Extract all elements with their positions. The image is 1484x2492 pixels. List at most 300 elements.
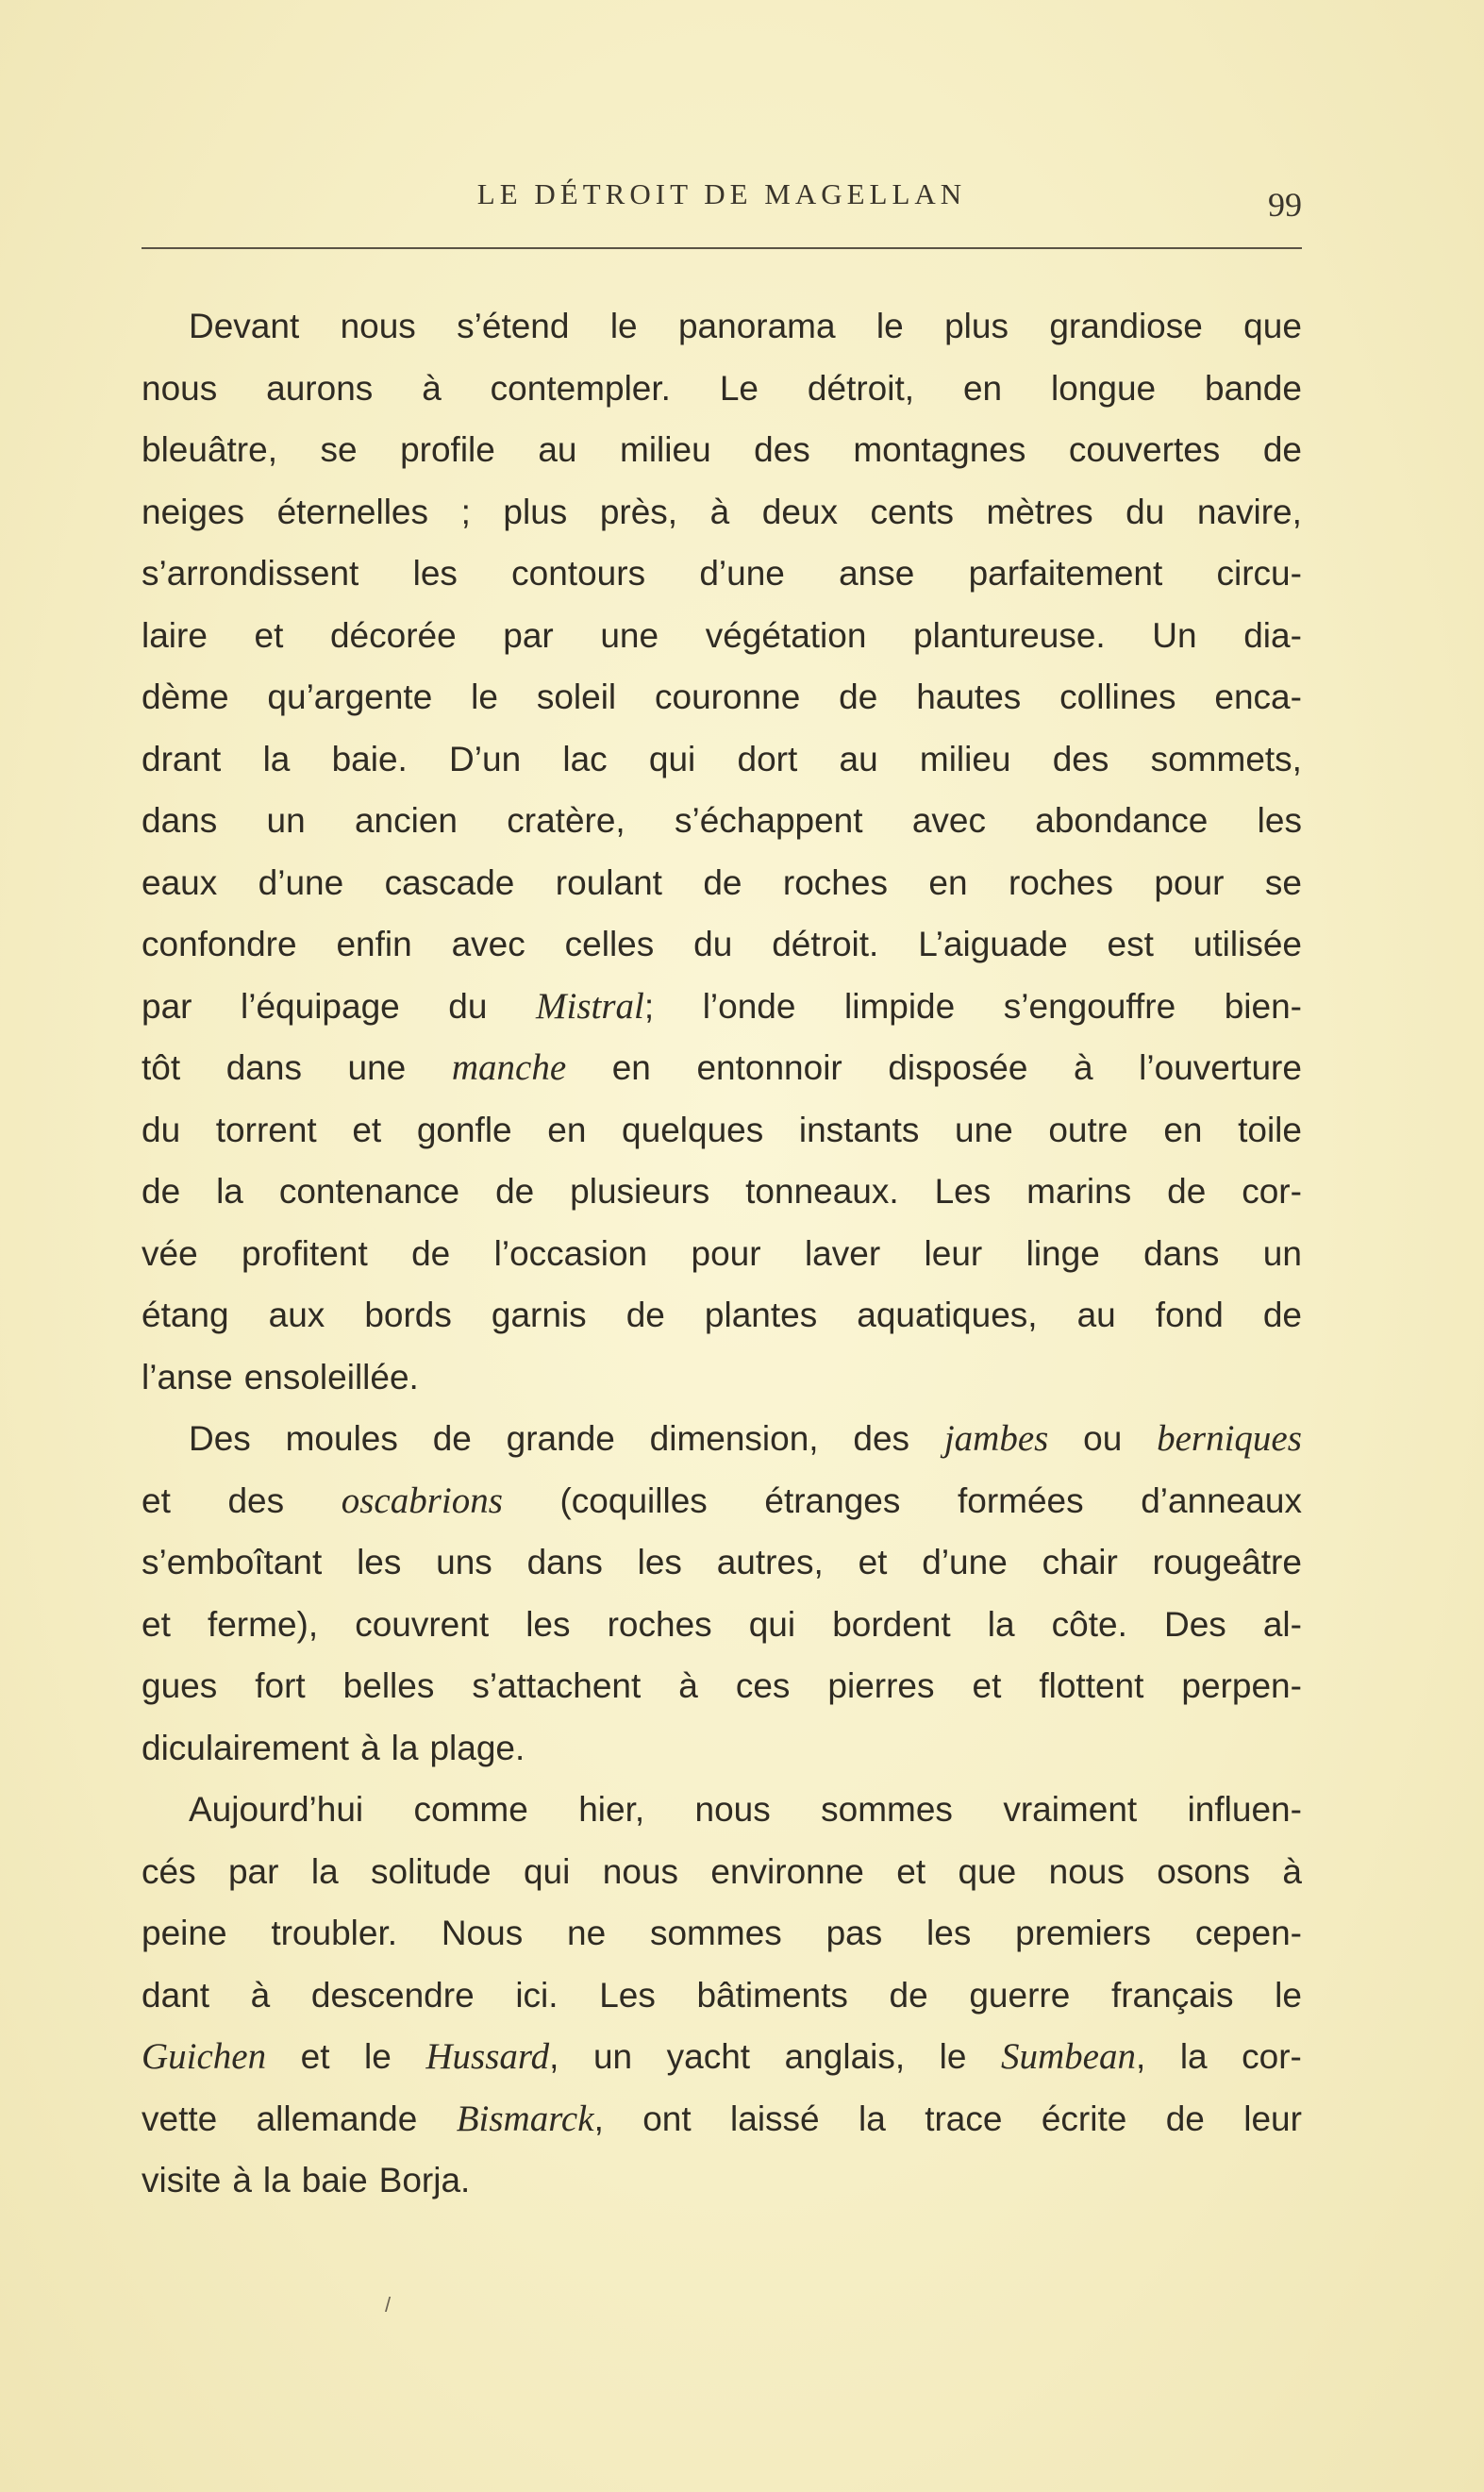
word: couvrent xyxy=(355,1604,490,1644)
word: bien- xyxy=(1224,986,1302,1026)
word: une xyxy=(347,1048,407,1087)
word: dème xyxy=(142,677,229,716)
word: s’étend xyxy=(457,307,570,345)
word: contempler. xyxy=(490,368,671,408)
word: hier, xyxy=(578,1790,645,1829)
word: Guichen xyxy=(142,2036,267,2077)
text-line xyxy=(142,419,1302,481)
word: avec xyxy=(451,925,525,963)
word: la xyxy=(310,1851,339,1891)
word: au xyxy=(839,739,878,778)
body-text xyxy=(142,295,1302,2212)
word: du xyxy=(693,925,733,963)
word: des xyxy=(1052,739,1109,778)
word: le xyxy=(875,307,904,345)
word: cents xyxy=(870,492,954,531)
word: s’échappent xyxy=(674,801,863,840)
word: et xyxy=(254,615,284,655)
word: couronne xyxy=(655,677,801,716)
text-line xyxy=(142,2149,1302,2212)
word: en xyxy=(547,1110,587,1149)
text-line xyxy=(142,605,1302,667)
page-header xyxy=(142,177,1302,225)
word: laissé xyxy=(730,2099,820,2138)
text-line xyxy=(142,1717,1302,1780)
word: rougeâtre xyxy=(1152,1543,1302,1581)
word: environne xyxy=(710,1851,864,1891)
word: par xyxy=(227,1851,279,1891)
word: que xyxy=(958,1851,1017,1891)
word: en xyxy=(611,1048,651,1087)
word: roulant xyxy=(555,862,662,902)
word: dans xyxy=(1143,1233,1220,1273)
word: ancien xyxy=(354,801,458,840)
word: enca- xyxy=(1214,677,1302,716)
word: abondance xyxy=(1035,801,1209,840)
word: détroit, xyxy=(807,368,915,408)
word: laire xyxy=(142,615,208,655)
word: roches xyxy=(607,1604,712,1644)
word: outre xyxy=(1048,1110,1128,1149)
word: comme xyxy=(413,1790,528,1829)
word: manche xyxy=(451,1047,567,1088)
word: un xyxy=(266,801,306,840)
word: hautes xyxy=(916,677,1022,716)
word: pour xyxy=(1154,862,1225,902)
word: avec xyxy=(911,801,986,840)
text-line xyxy=(142,1346,1302,1409)
word: Nous xyxy=(441,1914,524,1952)
word: aquatiques, xyxy=(857,1296,1038,1334)
word: le xyxy=(364,2037,392,2076)
text-line xyxy=(142,1284,1302,1346)
text-line xyxy=(142,913,1302,976)
word: tôt xyxy=(142,1048,181,1087)
word: nous xyxy=(142,368,218,408)
word: chair xyxy=(1042,1543,1118,1581)
text-line xyxy=(142,1099,1302,1162)
word: le xyxy=(609,307,638,345)
word: s’engouffre xyxy=(1003,986,1176,1026)
word: aurons xyxy=(266,368,374,408)
word: en xyxy=(928,862,968,902)
word: Les xyxy=(599,1975,656,2015)
word: Hussard, xyxy=(425,2036,559,2077)
word: ou xyxy=(1083,1419,1123,1458)
text-line xyxy=(142,1965,1302,2027)
word: l’ouverture xyxy=(1139,1048,1302,1087)
word: deux xyxy=(761,492,838,531)
word: par xyxy=(503,615,554,655)
word: vette xyxy=(142,2099,218,2138)
running-title: LE DÉTROIT DE MAGELLAN xyxy=(476,177,967,210)
header-rule xyxy=(142,247,1302,249)
word: sommes xyxy=(821,1790,953,1829)
word: du xyxy=(142,1110,181,1149)
word: l’anse xyxy=(142,1357,233,1397)
word: leur xyxy=(924,1233,983,1273)
word: de xyxy=(142,1172,181,1211)
word: baie xyxy=(301,2161,368,2199)
word: toile xyxy=(1238,1110,1302,1149)
word: à xyxy=(1074,1048,1093,1087)
word: confondre xyxy=(142,925,297,963)
word: trace xyxy=(925,2099,1003,2138)
word: soleil xyxy=(536,677,617,716)
stray-mark: / xyxy=(385,2293,392,2316)
word: flottent xyxy=(1039,1666,1144,1705)
text-line xyxy=(142,1037,1302,1099)
word: collines xyxy=(1059,677,1176,716)
word: s’arrondissent xyxy=(142,554,359,593)
word: limpide xyxy=(844,986,956,1026)
word: les xyxy=(525,1604,571,1644)
text-line xyxy=(142,543,1302,605)
word: Le xyxy=(719,368,759,408)
word: troubler. xyxy=(271,1914,398,1952)
word: plantes xyxy=(704,1296,818,1334)
word: et xyxy=(858,1543,888,1581)
word: au xyxy=(538,430,577,469)
word: cés xyxy=(142,1851,196,1891)
word: ces xyxy=(735,1666,791,1705)
word: (coquilles xyxy=(559,1480,708,1520)
text-line xyxy=(142,358,1302,420)
word: grande xyxy=(506,1419,615,1458)
word: roches xyxy=(1008,862,1113,902)
word: Mistral; xyxy=(536,985,655,1027)
word: au xyxy=(1076,1296,1116,1334)
word: de xyxy=(1262,1296,1302,1334)
text-line xyxy=(142,1161,1302,1223)
word: d’une xyxy=(922,1543,1008,1581)
word: bordent xyxy=(832,1604,951,1644)
word: et xyxy=(142,1604,171,1644)
word: décorée xyxy=(329,615,457,655)
word: ont xyxy=(642,2099,692,2138)
word: premiers xyxy=(1015,1914,1152,1952)
word: écrite xyxy=(1041,2099,1127,2138)
word: pierres xyxy=(827,1666,935,1705)
word: qui xyxy=(648,739,696,778)
word: bleuâtre, xyxy=(142,430,277,469)
text-line xyxy=(142,2088,1302,2150)
word: visite xyxy=(142,2161,222,2199)
word: de xyxy=(432,1419,472,1458)
word: moules xyxy=(285,1419,398,1458)
word: et xyxy=(896,1851,926,1891)
text-line xyxy=(142,1470,1302,1532)
word: aux xyxy=(268,1296,325,1334)
word: sommes xyxy=(649,1914,782,1952)
word: Borja. xyxy=(378,2161,471,2199)
word: les xyxy=(357,1543,402,1581)
text-line xyxy=(142,1655,1302,1717)
word: étang xyxy=(142,1296,229,1334)
word: d’une xyxy=(699,554,785,593)
word: yacht xyxy=(666,2037,751,2076)
word: de xyxy=(1262,430,1302,469)
word: nous xyxy=(1048,1851,1125,1891)
text-line xyxy=(142,481,1302,544)
word: marins xyxy=(1026,1172,1132,1211)
word: cratère, xyxy=(507,801,625,840)
word: torrent xyxy=(215,1110,317,1149)
word: cepen- xyxy=(1194,1914,1302,1952)
word: près, xyxy=(599,492,678,531)
word: les xyxy=(637,1543,682,1581)
word: et xyxy=(352,1110,382,1149)
word: détroit. xyxy=(772,925,879,963)
word: la xyxy=(262,739,291,778)
word: ensoleillée. xyxy=(243,1357,419,1397)
word: Aujourd’hui xyxy=(189,1790,364,1829)
word: gues xyxy=(142,1666,218,1705)
word: à xyxy=(360,1728,380,1767)
word: jambes xyxy=(943,1418,1049,1459)
word: gonfle xyxy=(416,1110,512,1149)
word: l’équipage xyxy=(241,986,400,1026)
word: que xyxy=(1243,307,1302,345)
word: végétation xyxy=(705,615,867,655)
word: milieu xyxy=(919,739,1011,778)
word: eaux xyxy=(142,862,218,902)
word: celles xyxy=(564,925,655,963)
word: pour xyxy=(691,1233,761,1273)
word: de xyxy=(1165,2099,1205,2138)
word: un xyxy=(592,2037,633,2076)
word: et xyxy=(300,2037,330,2076)
word: contours xyxy=(511,554,646,593)
word: al- xyxy=(1262,1604,1302,1644)
word: Bismarck, xyxy=(456,2098,604,2139)
word: mètres xyxy=(986,492,1093,531)
word: panorama xyxy=(677,307,836,345)
word: à xyxy=(709,492,730,531)
word: Un xyxy=(1152,615,1197,655)
word: parfaitement xyxy=(968,554,1163,593)
word: Les xyxy=(934,1172,992,1211)
word: linge xyxy=(1025,1233,1100,1273)
text-line xyxy=(142,1779,1302,1841)
word: milieu xyxy=(620,430,711,469)
word: dia- xyxy=(1243,615,1302,655)
word: montagnes xyxy=(853,430,1026,469)
word: nous xyxy=(602,1851,678,1891)
text-line xyxy=(142,852,1302,914)
word: de xyxy=(703,862,742,902)
word: des xyxy=(754,430,810,469)
word: l’occasion xyxy=(493,1233,648,1273)
word: circu- xyxy=(1216,554,1302,593)
word: pas xyxy=(825,1914,883,1952)
word: osons xyxy=(1157,1851,1251,1891)
word: le xyxy=(471,677,498,716)
word: fort xyxy=(255,1666,306,1705)
word: côte. xyxy=(1051,1604,1127,1644)
word: roches xyxy=(782,862,888,902)
page-number: 99 xyxy=(1268,186,1302,224)
text-line xyxy=(142,976,1302,1038)
word: diculairement xyxy=(142,1728,350,1767)
word: dant xyxy=(142,1975,210,2015)
word: de xyxy=(839,677,878,716)
word: autres, xyxy=(716,1543,824,1581)
word: disposée xyxy=(888,1048,1028,1087)
word: Devant xyxy=(189,307,300,345)
word: belles xyxy=(342,1666,435,1705)
word: à xyxy=(678,1666,698,1705)
text-line xyxy=(142,295,1302,358)
text-line xyxy=(142,1902,1302,1965)
word: une xyxy=(955,1110,1013,1149)
word: plusieurs xyxy=(570,1172,710,1211)
word: se xyxy=(1264,862,1302,902)
word: couvertes xyxy=(1068,430,1221,469)
word: contenance xyxy=(278,1172,460,1211)
word: des xyxy=(227,1480,285,1520)
word: plantureuse. xyxy=(913,615,1106,655)
word: qu’argente xyxy=(267,677,433,716)
word: qui xyxy=(748,1604,796,1644)
word: ferme), xyxy=(207,1604,319,1644)
word: Des xyxy=(1163,1604,1226,1644)
word: utilisée xyxy=(1192,925,1302,963)
word: du xyxy=(1126,492,1165,531)
word: dort xyxy=(737,739,798,778)
word: vée xyxy=(142,1233,198,1273)
word: ici. xyxy=(515,1975,559,2015)
word: bande xyxy=(1205,368,1302,408)
word: s’attachent xyxy=(472,1666,642,1705)
word: la xyxy=(216,1172,243,1211)
word: leur xyxy=(1243,2099,1302,2138)
word: l’onde xyxy=(702,986,796,1026)
word: solitude xyxy=(371,1851,492,1891)
word: éternelles xyxy=(276,492,429,531)
word: la xyxy=(1179,2037,1208,2076)
word: Des xyxy=(189,1419,251,1458)
word: s’emboîtant xyxy=(142,1543,323,1581)
word: est xyxy=(1107,925,1154,963)
word: tonneaux. xyxy=(745,1172,899,1211)
word: à xyxy=(422,368,442,408)
word: navire, xyxy=(1196,492,1302,531)
word: d’une xyxy=(258,862,344,902)
word: drant xyxy=(142,739,222,778)
word: cascade xyxy=(384,862,515,902)
word: uns xyxy=(436,1543,492,1581)
word: L’aiguade xyxy=(918,925,1068,963)
word: influen- xyxy=(1187,1790,1302,1829)
word: en xyxy=(962,368,1003,408)
word: d’anneaux xyxy=(1141,1480,1302,1520)
word: ne xyxy=(567,1914,607,1952)
word: vraiment xyxy=(1003,1790,1138,1829)
word: instants xyxy=(798,1110,920,1149)
word: D’un xyxy=(449,739,522,778)
word: laver xyxy=(804,1233,881,1273)
word: à xyxy=(232,2161,252,2199)
word: en xyxy=(1163,1110,1203,1149)
word: nous xyxy=(340,307,416,345)
word: un xyxy=(1262,1233,1302,1273)
word: grandiose xyxy=(1049,307,1203,345)
word: la xyxy=(987,1604,1015,1644)
word: cor- xyxy=(1242,1172,1302,1211)
word: bords xyxy=(364,1296,452,1334)
word: allemande xyxy=(256,2099,418,2138)
word: une xyxy=(600,615,659,655)
word: la xyxy=(262,2161,291,2199)
word: quelques xyxy=(622,1110,764,1149)
word: berniques xyxy=(1157,1418,1302,1459)
word: qui xyxy=(523,1851,571,1891)
word: bâtiments xyxy=(696,1975,848,2015)
word: à xyxy=(250,1975,271,2015)
word: de xyxy=(411,1233,451,1273)
text-line xyxy=(142,1223,1302,1285)
word: les xyxy=(1257,801,1302,840)
text-line xyxy=(142,1531,1302,1594)
word: des xyxy=(853,1419,910,1458)
word: oscabrions xyxy=(341,1480,503,1521)
word: ; xyxy=(460,492,471,531)
word: cor- xyxy=(1242,2037,1302,2076)
word: longue xyxy=(1051,368,1157,408)
word: Sumbean, xyxy=(1001,2036,1146,2077)
word: plage. xyxy=(429,1728,525,1767)
word: profitent xyxy=(242,1233,368,1273)
word: plus xyxy=(503,492,568,531)
word: sommets, xyxy=(1150,739,1302,778)
word: français xyxy=(1110,1975,1234,2015)
word: le xyxy=(939,2037,967,2076)
word: nous xyxy=(694,1790,771,1829)
word: la xyxy=(859,2099,886,2138)
word: et xyxy=(142,1480,171,1520)
word: peine xyxy=(142,1914,227,1952)
word: neiges xyxy=(142,492,245,531)
text-line xyxy=(142,790,1302,852)
word: de xyxy=(1167,1172,1207,1211)
word: profile xyxy=(400,430,495,469)
word: entonnoir xyxy=(696,1048,842,1087)
word: anse xyxy=(839,554,915,593)
word: les xyxy=(412,554,458,593)
word: plus xyxy=(944,307,1009,345)
text-line xyxy=(142,728,1302,791)
word: se xyxy=(320,430,358,469)
word: garnis xyxy=(491,1296,587,1334)
text-line xyxy=(142,2026,1302,2088)
text-line xyxy=(142,1841,1302,1903)
word: baie. xyxy=(331,739,408,778)
word: formées xyxy=(957,1480,1084,1520)
text-line xyxy=(142,666,1302,728)
word: descendre xyxy=(310,1975,475,2015)
word: et xyxy=(972,1666,1002,1705)
word: du xyxy=(448,986,488,1026)
word: de xyxy=(625,1296,665,1334)
word: la xyxy=(391,1728,419,1767)
word: étranges xyxy=(764,1480,901,1520)
word: les xyxy=(926,1914,972,1952)
word: lac xyxy=(562,739,608,778)
word: par xyxy=(142,986,192,1026)
word: dimension, xyxy=(649,1419,819,1458)
word: à xyxy=(1282,1851,1302,1891)
